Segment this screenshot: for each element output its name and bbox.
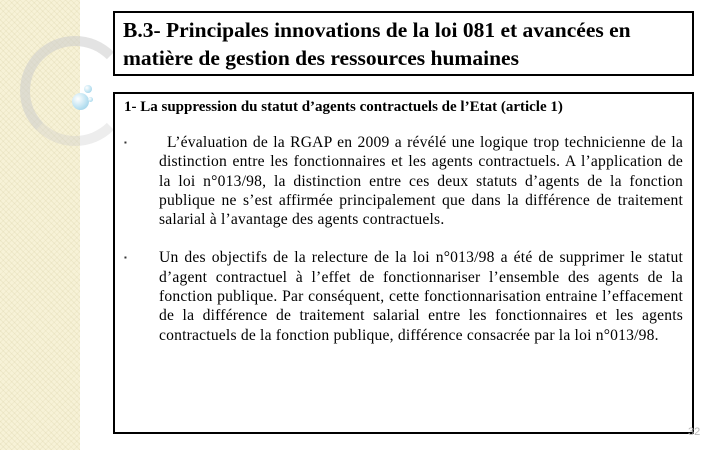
bullet-marker-icon: ▪ xyxy=(124,253,127,263)
bullet-marker-icon: ▪ xyxy=(124,138,127,147)
slide-content-box xyxy=(113,92,694,434)
decorative-bubble xyxy=(88,97,93,102)
decorative-bubble xyxy=(72,93,89,110)
slide-title-box xyxy=(113,11,694,76)
decorative-bubble xyxy=(84,85,92,93)
slide-title: B.3- Principales innovations de la loi 081 et avancées en matière de gestion des ressources humaines xyxy=(123,18,631,70)
bullet-text: Un des objectifs de la relecture de la loi n°013/98 a été de supprimer le statut d’agent contractuel à l’effet de fonctionnariser l’ensemble des agents de la fonction publique. Par conséquent, cette fonctionnarisation entraine l’effacement de la différence de traitement salarial entre les fonctionnaires et les agents contractuels de la fonction publique, différence consacrée par la loi n°013/98. xyxy=(159,249,683,344)
bullet-text: L’évaluation de la RGAP en 2009 a révélé une logique trop technicienne de la distinction entre les fonctionnaires et les agents contractuels. A l’application de la loi n°013/98, la distinction entre ces deux statuts d’agents de la fonction publique ne s’est affirmée principalement que dans la différence de traitement salarial à l’avantage des agents contractuels. xyxy=(159,134,683,229)
page-number: 32 xyxy=(688,426,701,438)
bullet-item xyxy=(124,248,683,344)
bullet-item xyxy=(124,133,683,229)
section-subtitle: 1- La suppression du statut d’agents contractuels de l’Etat (article 1) xyxy=(124,99,563,115)
